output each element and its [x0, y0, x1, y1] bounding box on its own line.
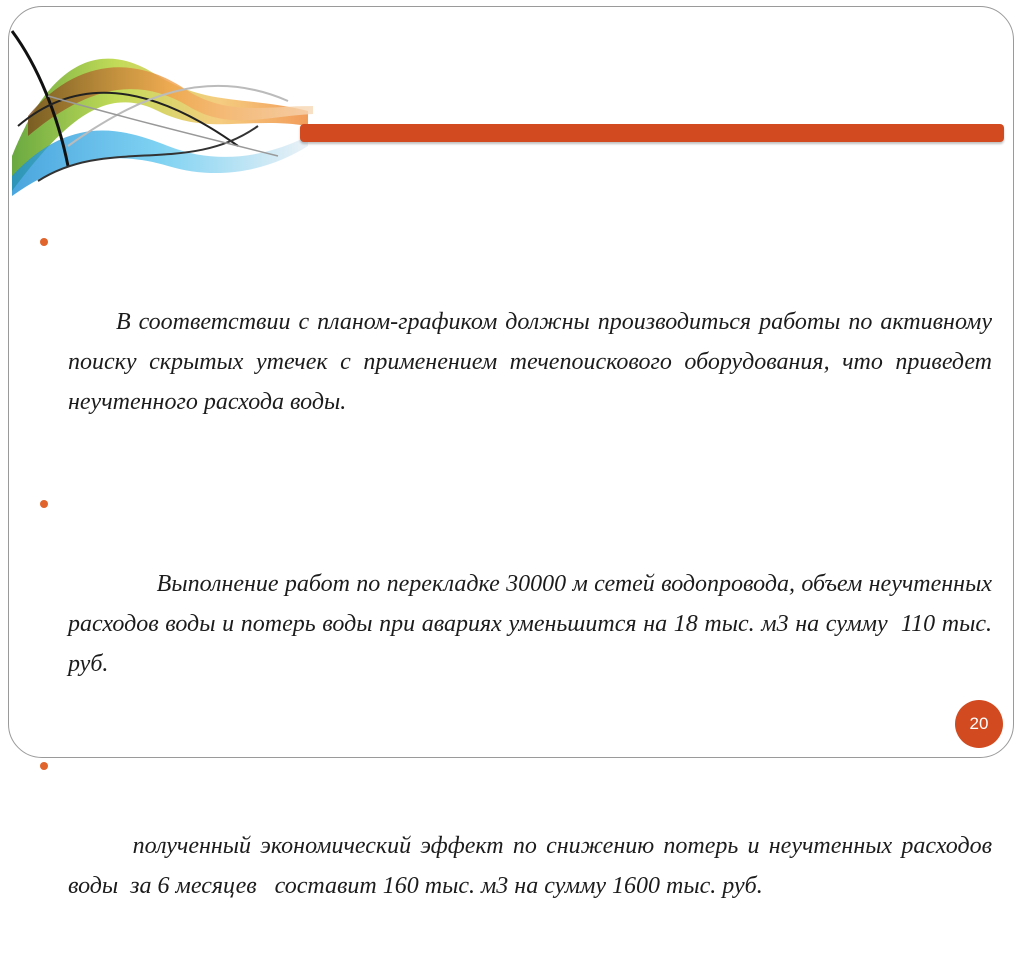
bullet-dot-icon [40, 500, 48, 508]
title-accent-bar [300, 124, 1004, 142]
bullet-item [36, 222, 1004, 462]
bullet-list [36, 222, 1004, 968]
bullet-item [36, 746, 999, 946]
bullet-item [36, 484, 998, 724]
bullet-dot-icon [40, 762, 48, 770]
decorative-swirl-icon [8, 6, 328, 206]
bullet-text: полученный экономический эффект по снижению потерь и неучтенных расходов воды за 6 месяцев составит 160 тыс. м3 на сумму 1600 тыс. руб. [68, 833, 999, 899]
bullet-text: Выполнение работ по перекладке 30000 м сетей водопровода, объем неучтенных расходов воды и потерь воды при авариях уменьшится на 18 тыс. м3 на сумму 110 тыс. руб. [68, 571, 998, 677]
bullet-dot-icon [40, 238, 48, 246]
bullet-text: В соответствии с планом-графиком должны производиться работы по активному поиску скрытых утечек с применением течепоискового оборудования, что приведет неучтенного расхода воды. [68, 309, 1004, 415]
page-number-badge: 20 [955, 700, 1003, 748]
